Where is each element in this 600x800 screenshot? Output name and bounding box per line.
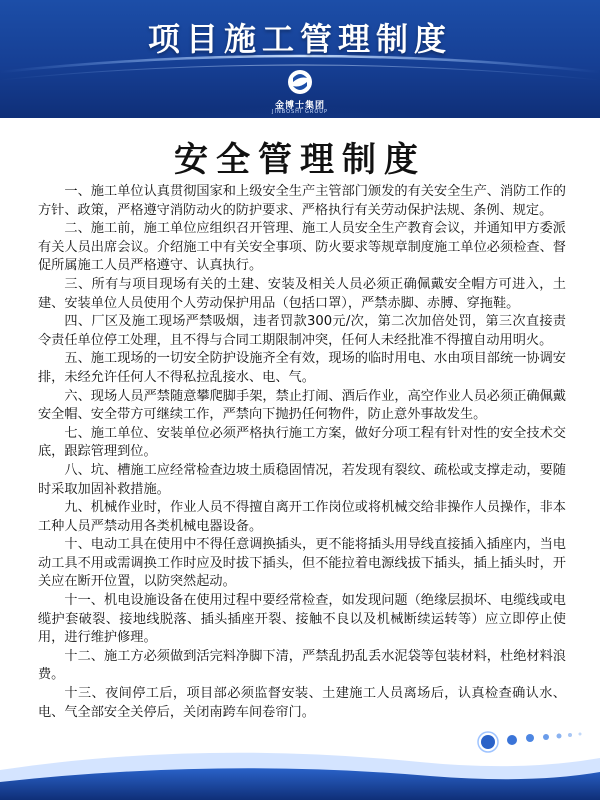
header-title: 项目施工管理制度 bbox=[147, 20, 452, 58]
paragraph-10: 十、电动工具在使用中不得任意调换插头，更不能将插头用导线直接插入插座内，当电动工具不用或需调换工作时应及时拔下插头，但不能拉着电源线拔下插头，插上插头时，开关应在断开位置，以防突然起动。 bbox=[38, 537, 566, 590]
paragraph-2: 二、施工前，施工单位应组织召开管理、施工人员安全生产教育会议，并通知甲方委派有关人员出席会议。介绍施工中有关安全事项、防火要求等规章制度施工单位必须检查、督促所属施工人员严格遵守、认真执行。 bbox=[38, 221, 566, 274]
logo-subtext: JINBOSHI GROUP bbox=[272, 109, 328, 115]
logo-text: 金博士集团 bbox=[274, 101, 325, 111]
paragraph-7: 七、施工单位、安装单位必须严格执行施工方案，做好分项工程有针对性的安全技术交底，跟踪管理到位。 bbox=[38, 425, 566, 460]
paragraph-3: 三、所有与项目现场有关的土建、安装及相关人员必须正确佩戴安全帽方可进入，土建、安装单位人员使用个人劳动保护用品（包括口罩），严禁赤脚、赤膊、穿拖鞋。 bbox=[38, 276, 566, 311]
paragraph-5: 五、施工现场的一切安全防护设施齐全有效，现场的临时用电、水由项目部统一协调安排，未经允许任何人不得私拉乱接水、电、气。 bbox=[38, 351, 566, 385]
paragraph-13: 十三、夜间停工后，项目部必须监督安装、土建施工人员离场后，认真检查确认水、电、气全部安全关停后，关闭南跨车间卷帘门。 bbox=[38, 686, 566, 720]
paragraph-6: 六、现场人员严禁随意攀爬脚手架，禁止打闹、酒后作业，高空作业人员必须正确佩戴安全帽、安全带方可继续工作，严禁向下抛扔任何物件，防止意外事故发生。 bbox=[38, 388, 566, 423]
document-body bbox=[38, 183, 566, 722]
page-header bbox=[0, 0, 600, 118]
document-title: 安全管理制度 bbox=[174, 140, 426, 180]
paragraph-11: 十一、机电设施设备在使用过程中要经常检查，如发现问题（绝缘层损坏、电缆线或电缆护套破裂、接地线脱落、插头插座开裂、接触不良以及机械断续运转等）应立即停止使用，进行维护修理。 bbox=[38, 593, 566, 646]
paragraph-4: 四、厂区及施工现场严禁吸烟，违者罚款300元/次，第二次加倍处罚，第三次直接责令责任单位停工处理，且不得与合同工期限制冲突，任何人未经批准不得擅自动用明火。 bbox=[38, 314, 566, 348]
footer-wave-decoration bbox=[0, 700, 600, 800]
paragraph-9: 九、机械作业时，作业人员不得擅自离开工作岗位或将机械交给非操作人员操作，非本工种人员严禁动用各类机械电器设备。 bbox=[38, 500, 566, 534]
paragraph-1: 一、施工单位认真贯彻国家和上级安全生产主管部门颁发的有关安全生产、消防工作的方针、政策，严格遵守消防动火的防护要求、严格执行有关劳动保护法规、条例、规定。 bbox=[38, 184, 566, 218]
paragraph-8: 八、坑、槽施工应经常检查边坡土质稳固情况，若发现有裂纹、疏松或支撑走动，要随时采取加固补救措施。 bbox=[38, 462, 566, 497]
paragraph-12: 十二、施工方必须做到活完料净脚下清，严禁乱扔乱丢水泥袋等包装材料，杜绝材料浪费。 bbox=[38, 648, 566, 683]
